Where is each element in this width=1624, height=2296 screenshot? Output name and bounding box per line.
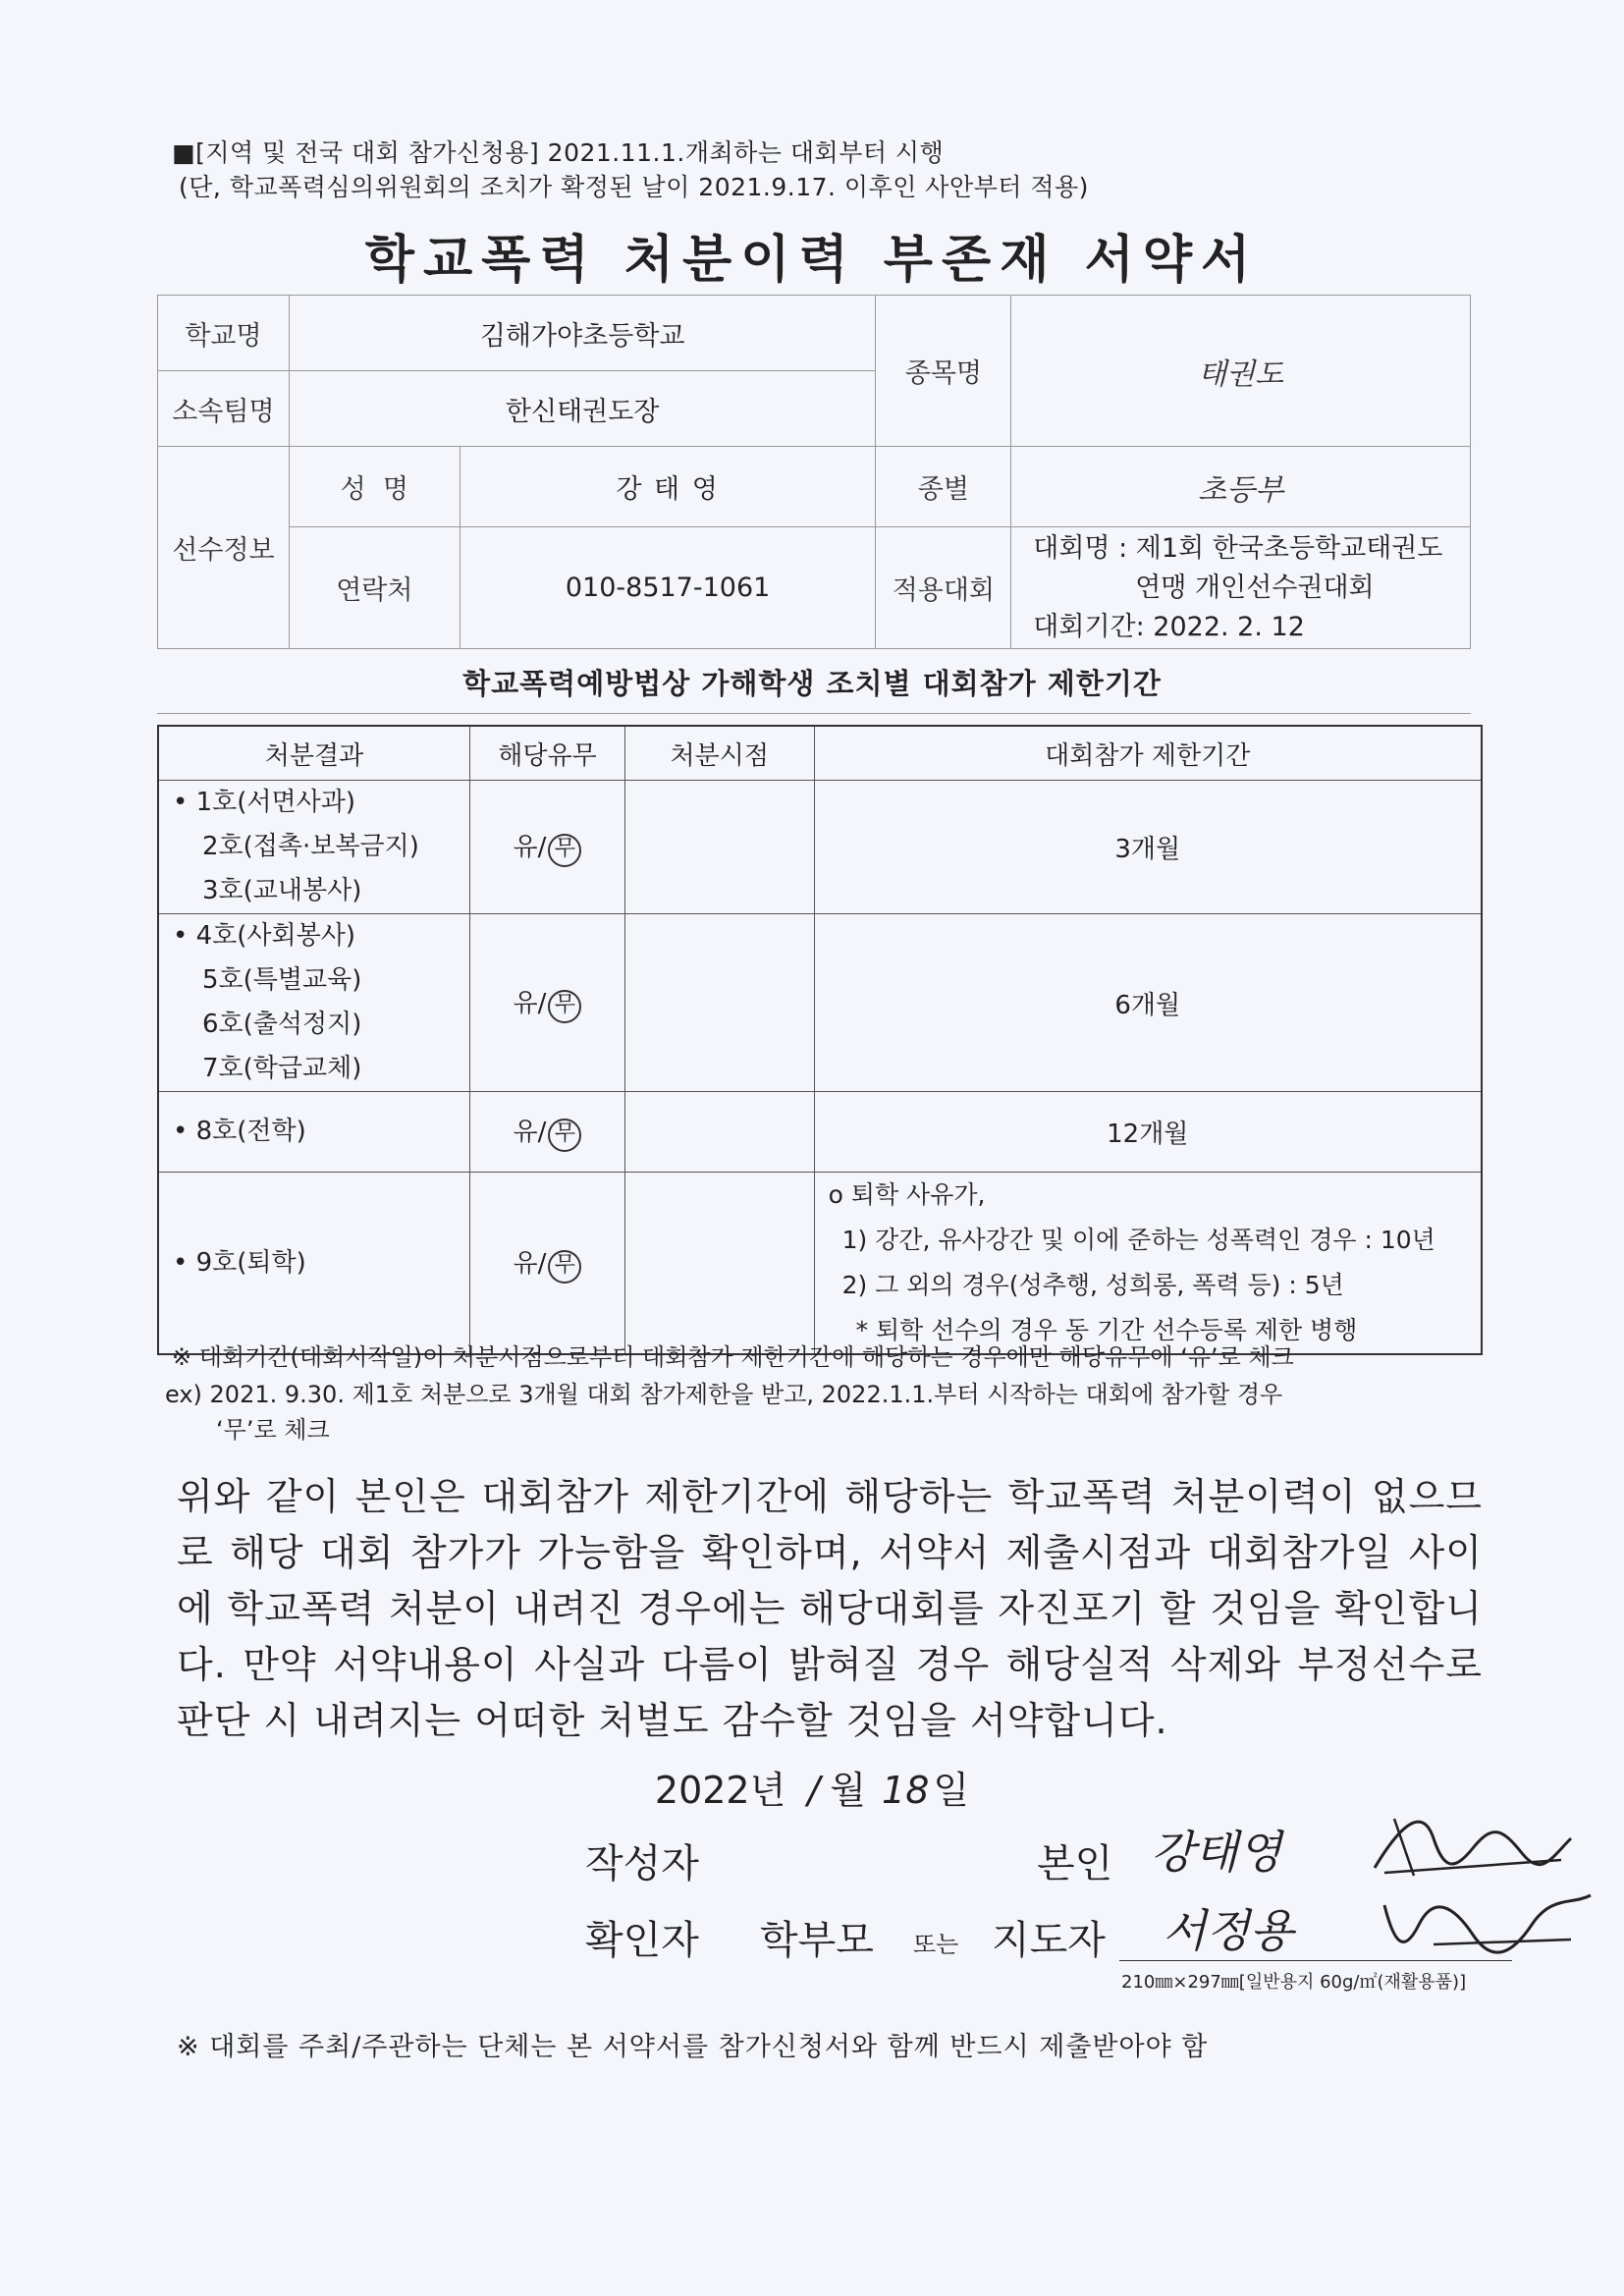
reason-1: 1) 강간, 유사강간 및 이에 준하는 성폭력인 경우 : 10년	[841, 1226, 1435, 1254]
reason-note: * 퇴학 선수의 경우 동 기간 선수등록 제한 병행	[855, 1316, 1358, 1344]
no-option-circled: 무	[548, 1250, 581, 1284]
contact-label: 연락처	[289, 527, 460, 649]
footnote: ※ 대회기간(대회시작일)이 처분시점으로부터 대회참가 제한기간에 해당하는 경우에만 해당유무에 ‘유’로 체크	[172, 1343, 1294, 1371]
item-2: 2호(접촉·보복금지)	[202, 832, 419, 861]
time-cell	[624, 1173, 814, 1355]
no-option-circled: 무	[548, 834, 581, 867]
date-month-unit: 월	[830, 1769, 866, 1812]
discipline-items	[158, 781, 470, 914]
yes-option: 유/	[513, 1248, 547, 1279]
date-day-unit: 일	[933, 1769, 970, 1812]
period-cell: 3개월	[814, 781, 1482, 914]
example-line1: ex) 2021. 9.30. 제1호 처분으로 3개월 대회 참가제한을 받고, 2022.1.1.부터 시작하는 대회에 참가할 경우	[165, 1381, 1283, 1408]
date-day: 18	[882, 1769, 930, 1812]
competition-name-line2: 연맹 개인선수권대회	[1135, 572, 1375, 603]
competition-period: 대회기간: 2022. 2. 12	[1033, 611, 1305, 642]
discipline-items	[158, 1092, 470, 1173]
header-notice-line2: (단, 학교폭력심의위원회의 조치가 확정된 날이 2021.9.17. 이후인 사안부터 적용)	[179, 173, 1089, 201]
item-9: • 9호(퇴학)	[173, 1247, 306, 1278]
name-value: 강 태 영	[460, 447, 876, 527]
yes-option: 유/	[513, 1118, 547, 1147]
event-label: 종목명	[876, 296, 1011, 447]
item-1: • 1호(서면사과)	[173, 788, 356, 817]
event-value: 태권도	[1011, 296, 1471, 447]
parent-label: 학부모	[760, 1918, 874, 1963]
expulsion-period-cell	[814, 1173, 1482, 1355]
example-line2: ‘무’로 체크	[216, 1416, 330, 1444]
contact-value: 010-8517-1061	[460, 527, 876, 649]
writer-label: 작성자	[585, 1841, 699, 1886]
section-divider	[157, 713, 1471, 714]
header-notice-line1: ■[지역 및 전국 대회 참가신청용] 2021.11.1.개최하는 대회부터 시행	[172, 138, 945, 167]
item-3: 3호(교내봉사)	[202, 876, 362, 905]
discipline-items	[158, 914, 470, 1092]
item-6: 6호(출석정지)	[202, 1010, 362, 1039]
paper-spec: 210㎜×297㎜[일반용지 60g/㎡(재활용품)]	[1121, 1972, 1467, 1993]
team-value: 한신태권도장	[289, 371, 876, 447]
division-value: 초등부	[1011, 447, 1471, 527]
table-row	[158, 914, 1482, 1092]
paper-spec-divider	[1119, 1960, 1512, 1961]
competition-label: 적용대회	[876, 527, 1011, 649]
pledge-text: 위와 같이 본인은 대회참가 제한기간에 해당하는 학교폭력 처분이력이 없으므로 해당 대회 참가가 가능함을 확인하며, 서약서 제출시점과 대회참가일 사이에 학교폭력 처분이 내려진 경우에는 해당대회를 자진포기 할 것임을 확인합니다. 만약 서약내용이 사실과 다름이 밝혀질 경우 해당실적 삭제와 부정선수로 판단 시 내려지는 어떠한 처벌도 감수할 것임을 서약합니다.	[177, 1475, 1483, 1742]
item-7: 7호(학급교체)	[202, 1054, 362, 1083]
item-4: • 4호(사회봉사)	[173, 921, 356, 951]
competition-name-line1: 대회명 : 제1회 한국초등학교태권도	[1033, 532, 1443, 564]
confirmer-label: 확인자	[585, 1918, 699, 1963]
applicable-cell	[470, 1173, 625, 1355]
bottom-notice: ※ 대회를 주최/주관하는 단체는 본 서약서를 참가신청서와 함께 반드시 제출받아야 함	[177, 2032, 1209, 2062]
applicable-cell	[470, 1092, 625, 1173]
table-row	[158, 781, 1482, 914]
player-info-table	[157, 295, 1471, 649]
applicable-cell	[470, 914, 625, 1092]
table-row	[158, 1092, 1482, 1173]
player-info-label: 선수정보	[158, 447, 290, 649]
coach-signature	[1375, 1886, 1600, 1964]
time-cell	[624, 1092, 814, 1173]
reason-2: 2) 그 외의 경우(성추행, 성희롱, 폭력 등) : 5년	[841, 1271, 1344, 1299]
col-header-period: 대회참가 제한기간	[814, 726, 1482, 781]
school-label: 학교명	[158, 296, 290, 371]
section-title: 학교폭력예방법상 가해학생 조치별 대회참가 제한기간	[462, 667, 1162, 700]
coach-name-handwritten: 서정용	[1163, 1904, 1294, 1957]
or-label: 또는	[913, 1931, 959, 1958]
date-year: 2022년	[654, 1769, 786, 1812]
period-cell: 12개월	[814, 1092, 1482, 1173]
item-8: • 8호(전학)	[173, 1117, 306, 1146]
time-cell	[624, 914, 814, 1092]
reason-intro: o 퇴학 사유가,	[828, 1180, 986, 1209]
col-header-applicable: 해당유무	[470, 726, 625, 781]
no-option-circled: 무	[548, 1119, 581, 1152]
col-header-result: 처분결과	[158, 726, 470, 781]
division-label: 종별	[876, 447, 1011, 527]
discipline-table	[157, 725, 1483, 1355]
name-label: 성 명	[289, 447, 460, 527]
col-header-time: 처분시점	[624, 726, 814, 781]
table-row	[158, 1173, 1482, 1355]
date-month: /	[807, 1769, 821, 1812]
time-cell	[624, 781, 814, 914]
competition-info	[1011, 527, 1471, 649]
document-title: 학교폭력 처분이력 부존재 서약서	[364, 231, 1260, 290]
coach-label: 지도자	[992, 1918, 1106, 1963]
no-option-circled: 무	[548, 990, 581, 1023]
yes-option: 유/	[513, 988, 547, 1018]
applicable-cell	[470, 781, 625, 914]
discipline-items	[158, 1173, 470, 1355]
self-label: 본인	[1037, 1841, 1113, 1886]
period-cell: 6개월	[814, 914, 1482, 1092]
yes-option: 유/	[513, 833, 547, 862]
item-5: 5호(특별교육)	[202, 965, 362, 995]
self-name-handwritten: 강태영	[1151, 1826, 1282, 1879]
self-signature	[1365, 1799, 1581, 1887]
team-label: 소속팀명	[158, 371, 290, 447]
school-value: 김해가야초등학교	[289, 296, 876, 371]
